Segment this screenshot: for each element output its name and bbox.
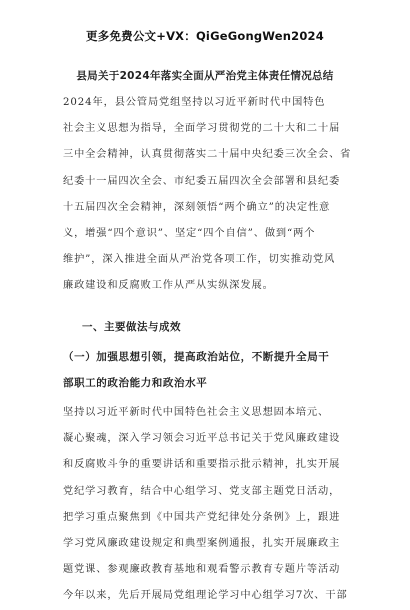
document-title: 县局关于2024年落实全面从严治党主体责任情况总结 <box>76 70 334 82</box>
body-paragraph <box>63 400 347 610</box>
subsection-heading-line: （一）加强思想引领，提高政治站位，不断提升全局干 <box>63 351 330 363</box>
paragraph-line: 题党课、参观廉政教育基地和观看警示教育专题片等活动 <box>63 564 341 576</box>
paragraph-line: 三中全会精神，认真贯彻落实二十届中央纪委三次全会、省 <box>63 149 352 161</box>
paragraph-line: 维护”，深入推进全面从严治党各项工作，切实推动党风 <box>63 254 336 266</box>
paragraph-line: 十五届四次全会精神，深刻领悟“两个确立”的决定性意 <box>63 201 331 213</box>
intro-paragraph <box>63 90 352 300</box>
paragraph-line: 廉政建设和反腐败工作从严从实纵深发展。 <box>63 280 274 292</box>
paragraph-line: 纪委十一届四次全会、市纪委五届四次全会部署和县纪委 <box>63 175 341 187</box>
paragraph-line: 社会主义思想为指导，全面学习贯彻党的二十大和二十届 <box>63 123 341 135</box>
paragraph-line: 义，增强“四个意识”、坚定“四个自信”、做到“两个 <box>63 227 316 239</box>
paragraph-line: 坚持以习近平新时代中国特色社会主义思想固本培元、 <box>63 407 330 418</box>
paragraph-line: 党纪学习教育，结合中心组学习、党支部主题党日活动， <box>63 485 341 497</box>
paragraph-line: 2024年，县公管局党组坚持以习近平新时代中国特色 <box>63 97 326 108</box>
section-heading: 一、主要做法与成效 <box>82 321 181 333</box>
promo-banner: 更多免费公文+VX：QiGeGongWen2024 <box>86 29 324 43</box>
paragraph-line: 凝心聚魂，深入学习领会习近平总书记关于党风廉政建设 <box>63 433 341 445</box>
subsection-heading <box>63 344 353 396</box>
paragraph-line: 和反腐败斗争的重要讲话和重要指示批示精神，扎实开展 <box>63 459 341 471</box>
paragraph-line: 学习党风廉政建设规定和典型案例通报，扎实开展廉政主 <box>63 537 341 549</box>
paragraph-line: 今年以来，先后开展局党组理论学习中心组学习7次、干部 <box>63 590 348 602</box>
subsection-heading-line: 部职工的政治能力和政治水平 <box>63 377 208 389</box>
paragraph-line: 把学习重点聚焦到《中国共产党纪律处分条例》上，跟进 <box>63 511 341 523</box>
